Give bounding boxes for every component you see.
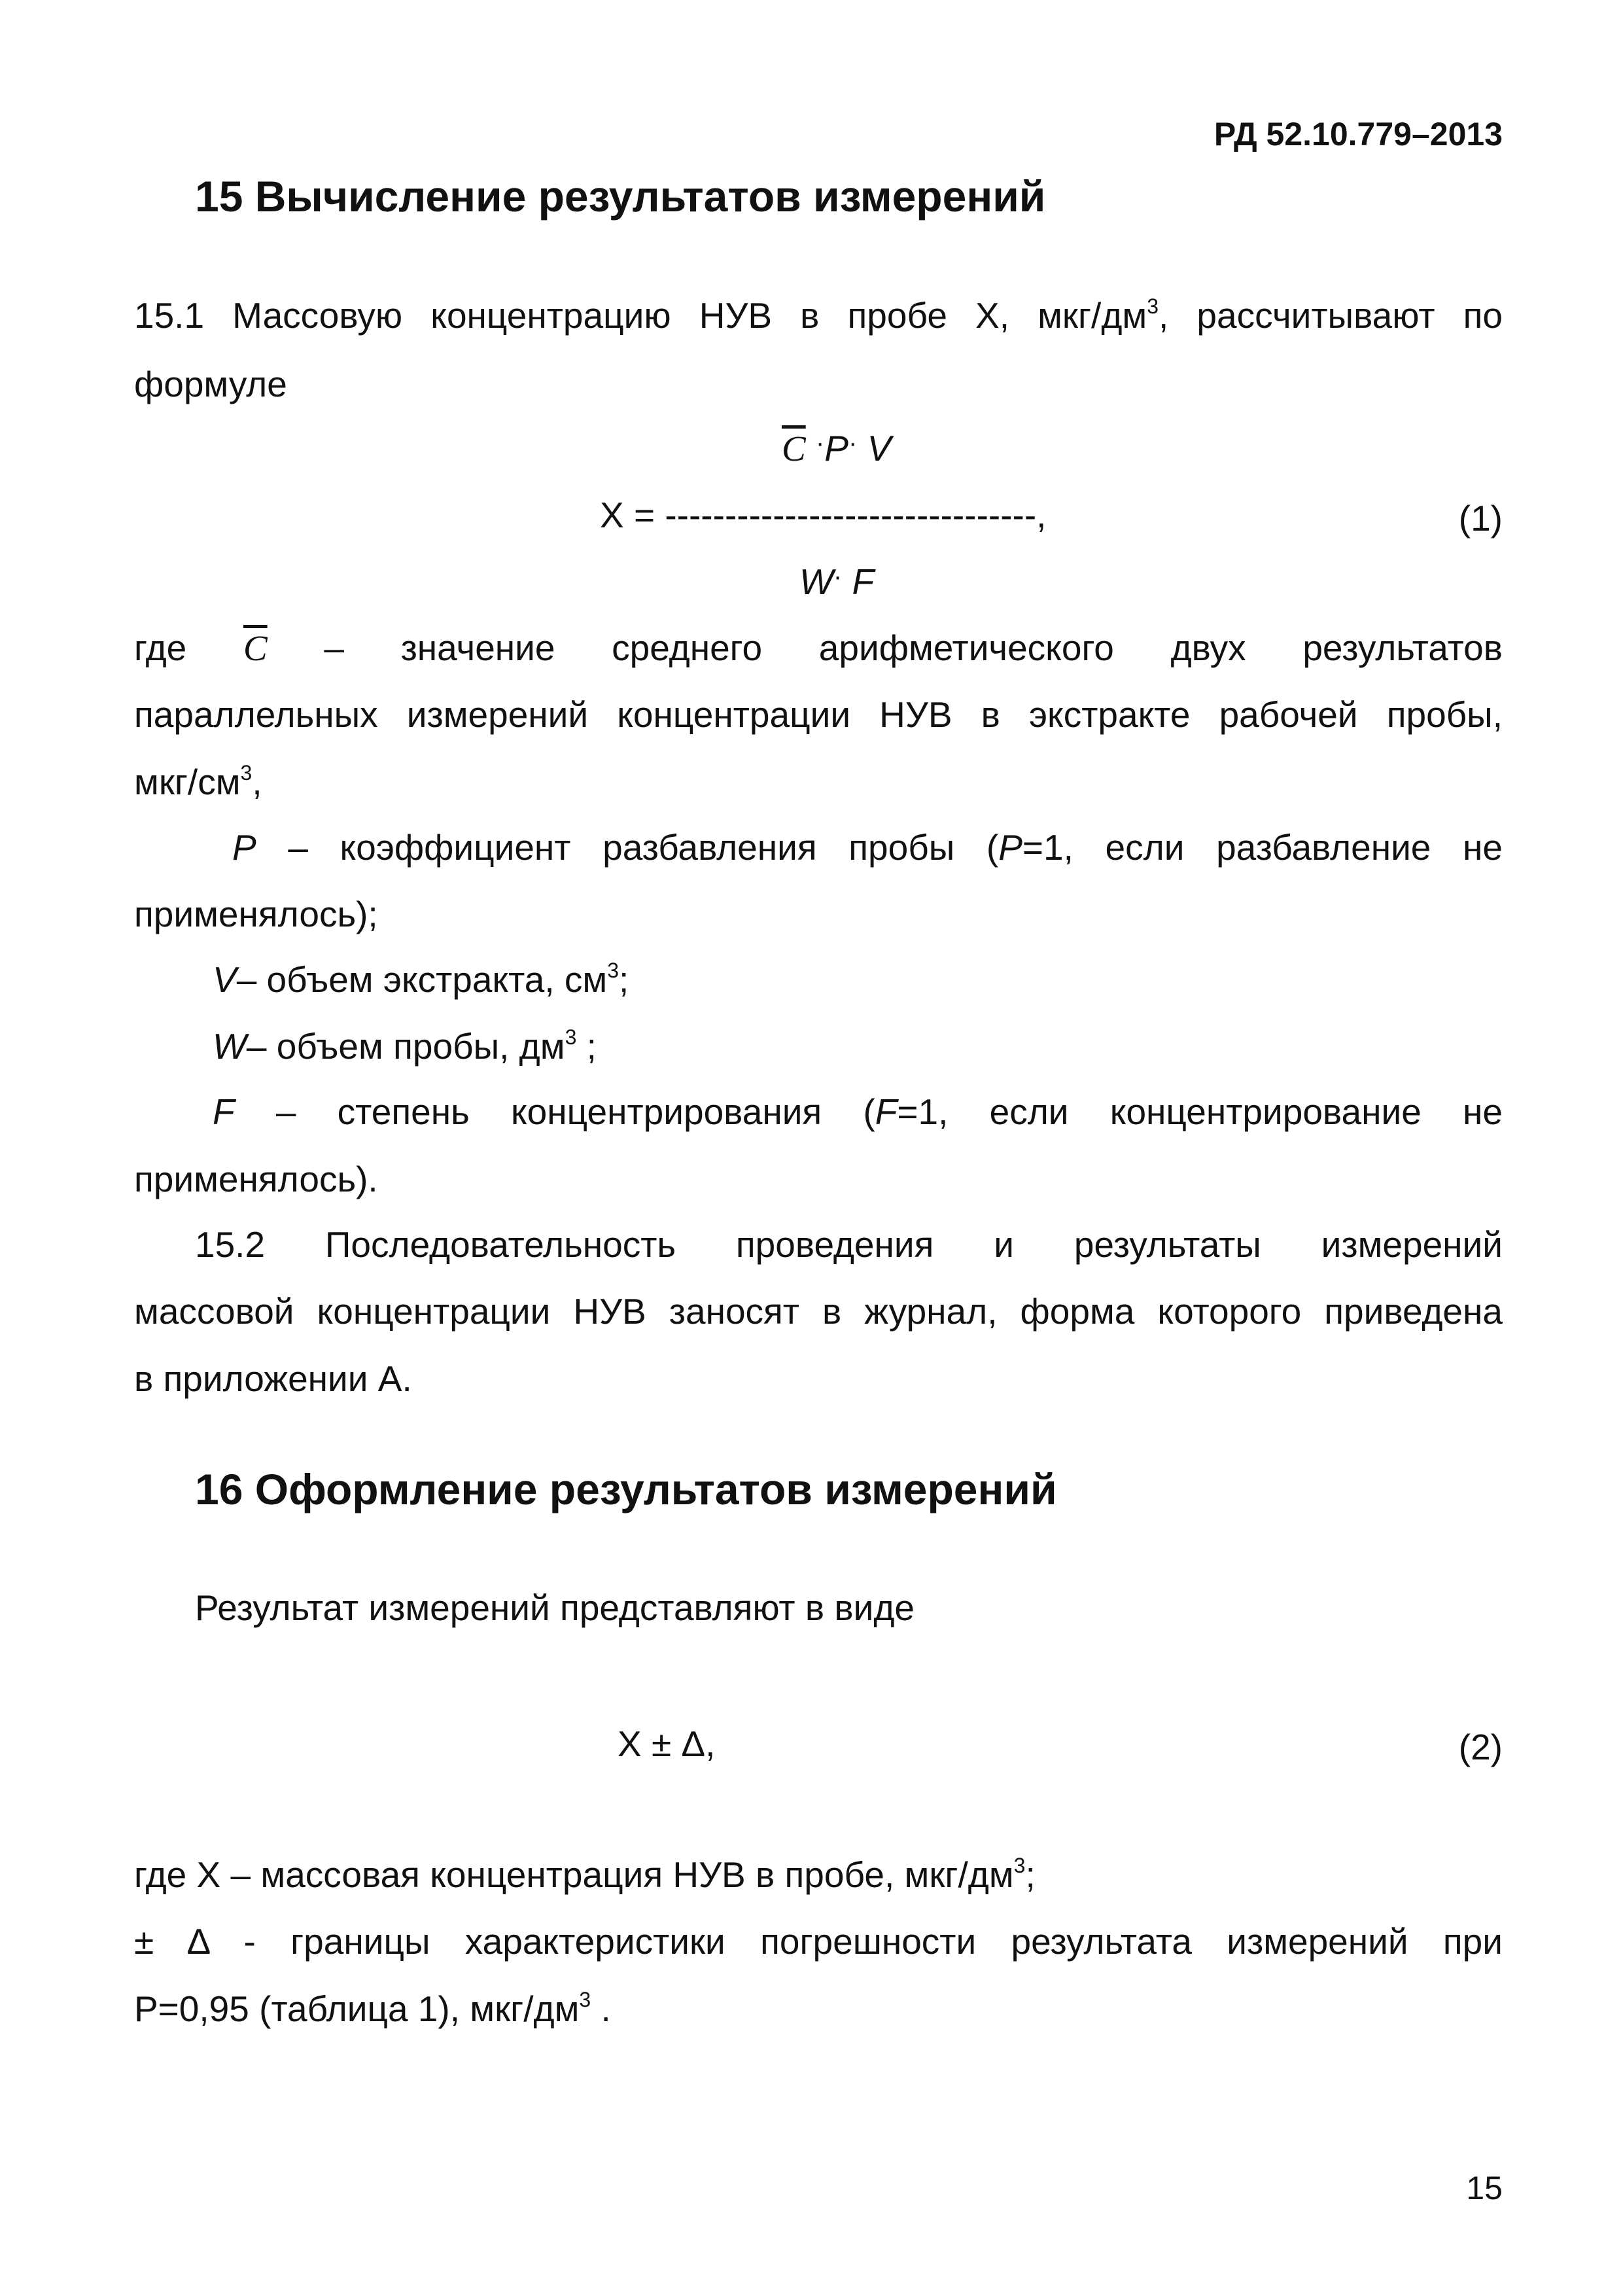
para-text: 15.1 Массовую концентрацию НУВ в пробе X, мкг/дм — [134, 295, 1147, 336]
punct: ; — [1025, 1854, 1036, 1895]
where-text: – объем пробы, дм — [246, 1026, 565, 1067]
superscript: 3 — [240, 761, 253, 785]
where-text: P=0,95 (таблица 1), мкг/дм — [134, 1988, 580, 2029]
where-x — [134, 1854, 1036, 1895]
word: арифметического — [818, 627, 1114, 668]
para-15-1-line2: формуле — [134, 364, 287, 404]
section-16-intro: Результат измерений представляют в виде — [195, 1587, 915, 1628]
superscript: 3 — [607, 959, 620, 982]
v-symbol: V — [213, 959, 237, 1000]
formula-1-denominator — [799, 561, 875, 602]
document-code: РД 52.10.779–2013 — [1213, 116, 1503, 152]
where-w — [213, 1025, 597, 1067]
superscript: 3 — [1013, 1854, 1026, 1877]
delta-line1: ± Δ - границы характеристики погрешности результата измерений при — [134, 1921, 1503, 1962]
formula-1-numerator — [782, 428, 892, 468]
multiply-dot: · — [848, 429, 858, 457]
f-symbol: F — [875, 1091, 898, 1132]
para-15-1-line1 — [134, 294, 1503, 336]
where-p-line1 — [232, 827, 1503, 868]
para-15-2-line1: 15.2 Последовательность проведения и результаты измерений — [195, 1224, 1503, 1265]
where-c-line3 — [134, 761, 262, 802]
punct: ; — [576, 1026, 597, 1067]
section-16-title: 16 Оформление результатов измерений — [195, 1465, 1057, 1513]
punct: ; — [619, 959, 629, 1000]
f-symbol: F — [213, 1091, 235, 1132]
section-15-title: 15 Вычисление результатов измерений — [195, 172, 1046, 221]
where-c-line2: параллельных измерений концентрации НУВ в экстракте рабочей пробы, — [134, 694, 1503, 735]
p-symbol: P — [232, 827, 256, 868]
superscript: 3 — [565, 1025, 577, 1049]
dash: – — [324, 627, 344, 668]
formula-1-lhs: X = -------------------------------, — [600, 495, 1047, 535]
word: результатов — [1302, 627, 1503, 668]
word: значение — [400, 627, 555, 668]
where-word: где — [134, 627, 187, 668]
w-symbol: W — [799, 561, 833, 602]
p-symbol: P — [998, 827, 1022, 868]
multiply-dot: · — [833, 562, 843, 591]
punct: , — [252, 762, 262, 802]
f-symbol: F — [852, 561, 875, 602]
multiply-dot: · — [815, 429, 825, 457]
where-f-line1 — [213, 1091, 1503, 1132]
c-bar-symbol: $\overline{C}$ — [243, 628, 268, 668]
w-symbol: W — [213, 1026, 247, 1067]
punct: . — [591, 1988, 611, 2029]
where-f-line2: применялось). — [134, 1159, 378, 1199]
p-symbol: P — [824, 428, 848, 468]
v-symbol: V — [867, 428, 892, 468]
para-15-2-line2: массовой концентрации НУВ заносят в журнал, форма которого приведена — [134, 1291, 1503, 1332]
where-text: =1, если разбавление не — [1022, 827, 1503, 868]
where-text: – объем экстракта, см — [236, 959, 608, 1000]
superscript: 3 — [579, 1988, 591, 2011]
formula-2: X ± Δ, — [618, 1723, 716, 1764]
delta-line2 — [134, 1988, 611, 2029]
unit-text: мкг/см — [134, 762, 241, 802]
para-15-2-line3: в приложении А. — [134, 1358, 412, 1399]
where-text: – коэффициент разбавления пробы ( — [288, 827, 999, 868]
where-p-line2: применялось); — [134, 894, 378, 934]
c-bar-symbol: $\overline{C}$ — [782, 429, 806, 468]
superscript: 3 — [1147, 294, 1159, 318]
word: двух — [1170, 627, 1246, 668]
para-text: , рассчитывают по — [1159, 295, 1503, 336]
where-text: – степень концентрирования ( — [275, 1091, 875, 1132]
word: среднего — [612, 627, 763, 668]
where-text: где X – массовая концентрация НУВ в пробе, мкг/дм — [134, 1854, 1014, 1895]
formula-1-number: (1) — [1458, 498, 1503, 539]
where-c-line1 — [134, 627, 1503, 668]
formula-2-number: (2) — [1458, 1727, 1503, 1767]
page-number: 15 — [1466, 2170, 1503, 2206]
where-text: =1, если концентрирование не — [897, 1091, 1503, 1132]
where-v — [213, 959, 629, 1000]
